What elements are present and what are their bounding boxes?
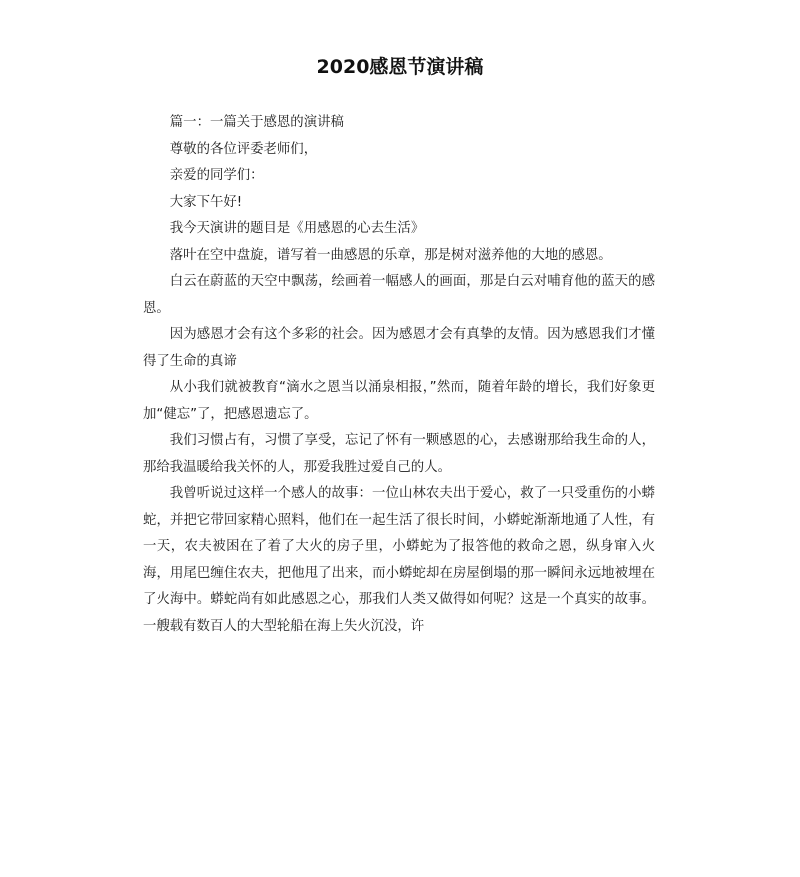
paragraph-story: 我曾听说过这样一个感人的故事：一位山林农夫出于爱心，救了一只受重伤的小蟒蛇，并把它带回家精心照料，他们在一起生活了很长时间，小蟒蛇渐渐地通了人性，有一天，农夫被困在了着了大火的房子里，小蟒蛇为了报答他的救命之恩，纵身窜入火海，用尾巴缠住农夫，把他甩了出来，而小蟒蛇却在房屋倒塌的那一瞬间永远地被埋在了火海中。蟒蛇尚有如此感恩之心，那我们人类又做得如何呢？这是一个真实的故事。一艘载有数百人的大型轮船在海上失火沉没，许 [143, 486, 655, 634]
document-title: 2020感恩节演讲稿 [316, 56, 484, 78]
paragraph-topic: 我今天演讲的题目是《用感恩的心去生活》 [169, 221, 425, 236]
paragraph-salutation-classmates: 亲爱的同学们： [169, 168, 264, 183]
paragraph-because-gratitude: 因为感恩才会有这个多彩的社会。因为感恩才会有真挚的友情。因为感恩我们才懂得了生命的真谛 [143, 327, 655, 369]
paragraph-heading: 篇一：一篇关于感恩的演讲稿 [169, 115, 344, 130]
paragraph-habits: 我们习惯占有，习惯了享受，忘记了怀有一颗感恩的心，去感谢那给我生命的人，那给我温暖给我关怀的人，那爱我胜过爱自己的人。 [143, 433, 655, 475]
document-body [143, 110, 655, 640]
paragraph-since-childhood: 从小我们就被教育“滴水之恩当以涌泉相报，”然而，随着年龄的增长，我们好象更加“健忘”了，把感恩遗忘了。 [143, 380, 655, 422]
paragraph-leaves: 落叶在空中盘旋，谱写着一曲感恩的乐章，那是树对滋养他的大地的感恩。 [169, 247, 612, 263]
paragraph-clouds: 白云在蔚蓝的天空中飘荡，绘画着一幅感人的画面，那是白云对哺育他的蓝天的感恩。 [143, 274, 655, 316]
paragraph-greeting: 大家下午好! [169, 194, 243, 210]
paragraph-salutation-judges: 尊敬的各位评委老师们， [169, 141, 318, 157]
